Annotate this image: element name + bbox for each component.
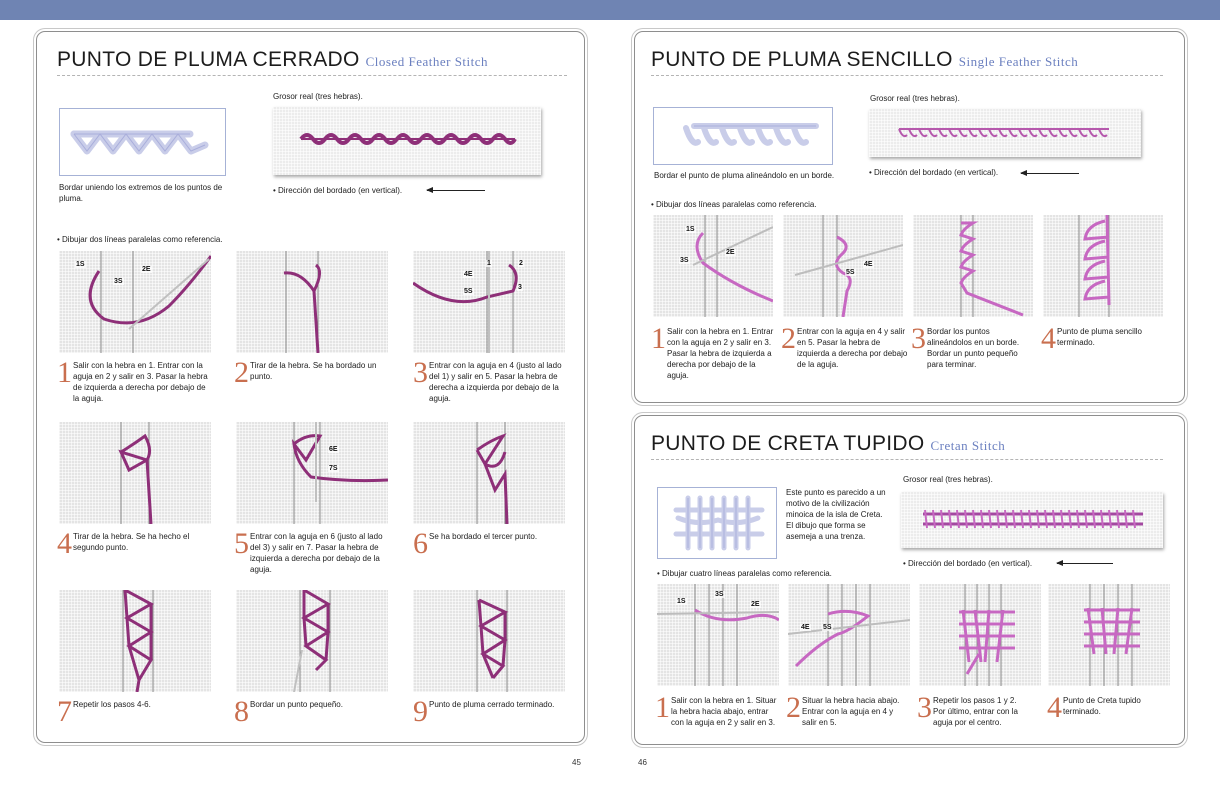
- photo-label: 4E: [464, 271, 473, 278]
- step-1-photo: [657, 584, 779, 686]
- step-text: Tirar de la hebra. Se ha hecho el segundo punto.: [73, 532, 190, 552]
- step-number: 7: [57, 695, 72, 728]
- stitch-diagram: [59, 108, 226, 176]
- step-3-photo: [413, 251, 565, 353]
- photo-label: 7S: [329, 465, 338, 472]
- step-number: 3: [917, 691, 932, 724]
- real-size-label: Grosor real (tres hebras).: [903, 475, 993, 484]
- step-number: 3: [911, 322, 926, 355]
- stitch-diagram: [653, 107, 833, 165]
- step-number: 1: [57, 356, 72, 389]
- title-rule: [651, 459, 1163, 460]
- step-2-photo: [236, 251, 388, 353]
- real-size-label: Grosor real (tres hebras).: [273, 92, 363, 101]
- stitch-diagram: [657, 487, 777, 559]
- direction-note: • Dirección del bordado (en vertical).: [273, 186, 403, 195]
- step-number: 4: [1041, 322, 1056, 355]
- real-size-label: Grosor real (tres hebras).: [870, 94, 960, 103]
- cretan-stitch-panel: [634, 415, 1185, 745]
- title-rule: [57, 75, 567, 76]
- step-text: Situar la hebra hacia abajo. Entrar con la aguja en 4 y salir en 5.: [802, 696, 900, 727]
- step-2-photo: [783, 215, 903, 317]
- photo-label: 1S: [686, 226, 695, 233]
- single-feather-stitch-panel: [634, 31, 1185, 403]
- real-size-sample: [273, 107, 541, 175]
- stitch-description: Este punto es parecido a un motivo de la civilización minoica de la isla de Creta. El dibujo que forma se asemeja a una trenza.: [786, 488, 886, 541]
- title-rule: [651, 75, 1163, 76]
- english-subtitle: Cretan Stitch: [930, 438, 1006, 453]
- step-number: 1: [655, 691, 670, 724]
- photo-label: 3S: [680, 257, 689, 264]
- step-text: Se ha bordado el tercer punto.: [429, 532, 538, 541]
- step-number: 2: [234, 356, 249, 389]
- step-text: Punto de pluma sencillo terminado.: [1057, 327, 1142, 347]
- step-4-photo: [59, 422, 211, 524]
- step-number: 4: [57, 527, 72, 560]
- step-text: Entrar con la aguja en 4 y salir en 5. Pasar la hebra de izquierda a derecha por debajo de la aguja.: [797, 327, 908, 369]
- title-text: PUNTO DE PLUMA CERRADO: [57, 48, 360, 71]
- step-2-photo: [788, 584, 910, 686]
- photo-label: 5S: [846, 269, 855, 276]
- panel-title: [651, 432, 1005, 456]
- photo-label: 2E: [726, 249, 735, 256]
- page-number-right: 46: [638, 758, 647, 767]
- step-number: 2: [781, 322, 796, 355]
- photo-label: 3: [518, 284, 522, 291]
- step-text: Bordar los puntos alineándolos en un borde. Bordar un punto pequeño para terminar.: [927, 327, 1020, 369]
- step-3-photo: [919, 584, 1041, 686]
- step-number: 2: [786, 691, 801, 724]
- step-8-photo: [236, 590, 388, 692]
- direction-arrow: [1021, 173, 1079, 174]
- step-5-photo: [236, 422, 388, 524]
- step-text: Salir con la hebra en 1. Situar la hebra hacia abajo, entrar con la aguja en 2 y salir en 3.: [671, 696, 777, 727]
- reference-note: • Dibujar cuatro líneas paralelas como referencia.: [657, 569, 832, 578]
- photo-label: 5S: [464, 288, 473, 295]
- step-text: Repetir los pasos 1 y 2. Por último, entrar con la aguja por el centro.: [933, 696, 1018, 727]
- closed-feather-stitch-panel: [36, 31, 585, 743]
- step-text: Tirar de la hebra. Se ha bordado un punto.: [250, 361, 377, 381]
- direction-arrow: [427, 190, 485, 191]
- step-number: 6: [413, 527, 428, 560]
- panel-title: [651, 48, 1078, 72]
- reference-note: • Dibujar dos líneas paralelas como referencia.: [651, 200, 817, 209]
- step-number: 5: [234, 527, 249, 560]
- step-text: Punto de pluma cerrado terminado.: [429, 700, 555, 709]
- step-number: 1: [651, 322, 666, 355]
- step-9-photo: [413, 590, 565, 692]
- step-number: 9: [413, 695, 428, 728]
- reference-note: • Dibujar dos líneas paralelas como referencia.: [57, 235, 223, 244]
- step-4-photo: [1043, 215, 1163, 317]
- title-text: PUNTO DE CRETA TUPIDO: [651, 432, 925, 455]
- photo-label: 3S: [715, 591, 724, 598]
- diagram-caption: Bordar el punto de pluma alineándolo en un borde.: [654, 171, 835, 180]
- photo-label: 3S: [114, 278, 123, 285]
- step-number: 3: [413, 356, 428, 389]
- diagram-caption: Bordar uniendo los extremos de los puntos de pluma.: [59, 183, 223, 203]
- real-size-sample: [869, 109, 1141, 157]
- photo-label: 5S: [823, 624, 832, 631]
- direction-note: • Dirección del bordado (en vertical).: [903, 559, 1033, 568]
- photo-label: 1S: [677, 598, 686, 605]
- photo-label: 1S: [76, 261, 85, 268]
- title-text: PUNTO DE PLUMA SENCILLO: [651, 48, 953, 71]
- english-subtitle: Closed Feather Stitch: [365, 54, 489, 69]
- step-text: Entrar con la aguja en 4 (justo al lado del 1) y salir en 5. Pasar la hebra de derecha a izquierda por debajo de la aguja.: [429, 361, 562, 403]
- photo-label: 6E: [329, 446, 338, 453]
- photo-label: 2E: [142, 266, 151, 273]
- direction-note: • Dirección del bordado (en vertical).: [869, 168, 999, 177]
- photo-label: 4E: [864, 261, 873, 268]
- panel-title: [57, 48, 488, 72]
- step-text: Entrar con la aguja en 6 (justo al lado del 3) y salir en 7. Pasar la hebra de izquierda a derecha por debajo de la aguja.: [250, 532, 383, 574]
- step-6-photo: [413, 422, 565, 524]
- step-7-photo: [59, 590, 211, 692]
- page-number-left: 45: [572, 758, 581, 767]
- step-text: Salir con la hebra en 1. Entrar con la aguja en 2 y salir en 3. Pasar la hebra de izquierda a derecha por debajo de la aguja.: [73, 361, 208, 403]
- step-4-photo: [1048, 584, 1170, 686]
- photo-label: 2: [519, 260, 523, 267]
- step-3-photo: [913, 215, 1033, 317]
- step-1-photo: [59, 251, 211, 353]
- step-text: Repetir los pasos 4-6.: [73, 700, 151, 709]
- step-text: Salir con la hebra en 1. Entrar con la aguja en 2 y salir en 3. Pasar la hebra de izquierda a derecha por debajo de la aguja.: [667, 327, 774, 380]
- direction-arrow: [1057, 563, 1113, 564]
- step-number: 4: [1047, 691, 1062, 724]
- top-color-bar: [0, 0, 1220, 20]
- step-text: Bordar un punto pequeño.: [250, 700, 343, 709]
- step-1-photo: [653, 215, 773, 317]
- step-text: Punto de Creta tupido terminado.: [1063, 696, 1141, 716]
- real-size-sample: [901, 492, 1163, 548]
- step-number: 8: [234, 695, 249, 728]
- photo-label: 1: [487, 260, 491, 267]
- photo-label: 2E: [751, 601, 760, 608]
- photo-label: 4E: [801, 624, 810, 631]
- english-subtitle: Single Feather Stitch: [958, 54, 1079, 69]
